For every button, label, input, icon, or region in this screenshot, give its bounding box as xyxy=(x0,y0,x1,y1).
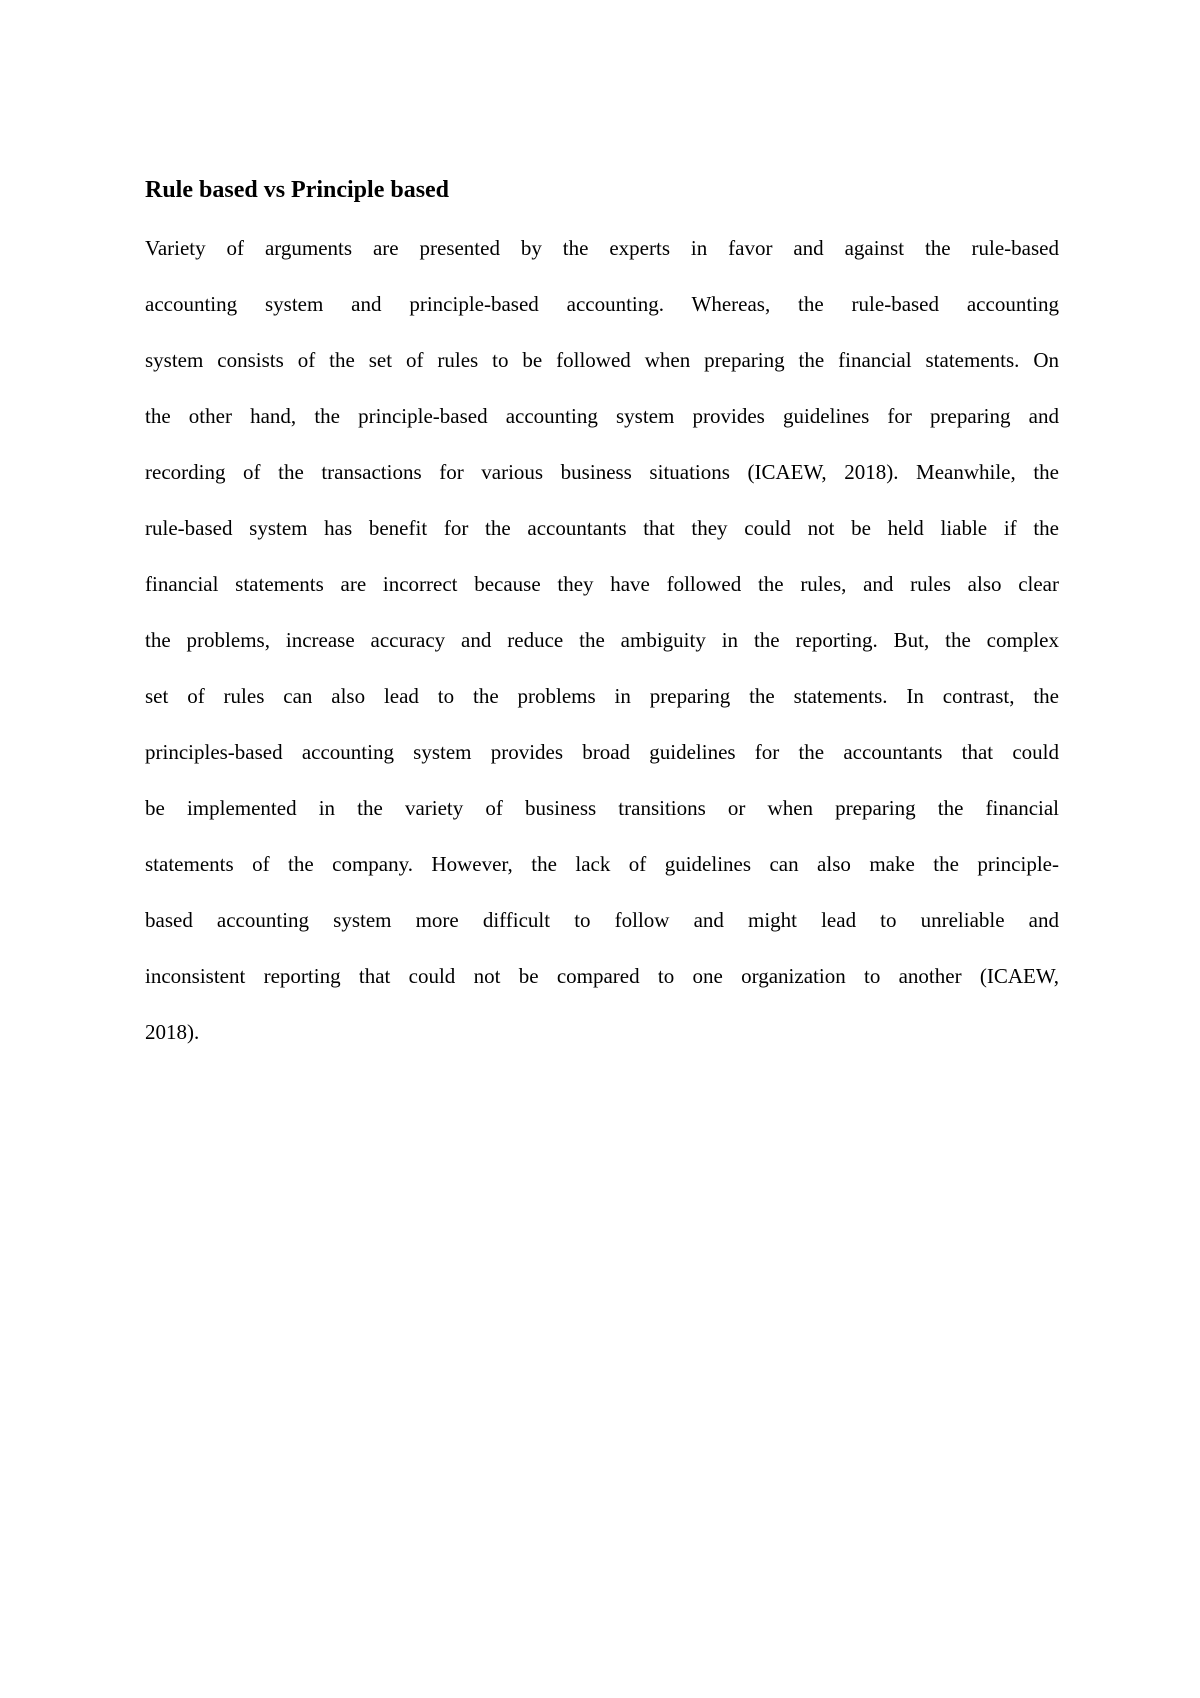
paragraph-line: be implemented in the variety of business transitions or when preparing the financial xyxy=(145,796,1059,820)
paragraph-line: based accounting system more difficult to follow and might lead to unreliable and xyxy=(145,908,1059,932)
paragraph-line: financial statements are incorrect because they have followed the rules, and rules also clear xyxy=(145,572,1059,596)
paragraph-line: the other hand, the principle-based accounting system provides guidelines for preparing and xyxy=(145,404,1059,428)
paragraph-line: statements of the company. However, the lack of guidelines can also make the principle- xyxy=(145,852,1059,876)
paragraph-line: the problems, increase accuracy and reduce the ambiguity in the reporting. But, the complex xyxy=(145,628,1059,652)
paragraph-line: accounting system and principle-based accounting. Whereas, the rule-based accounting xyxy=(145,292,1059,316)
paragraph-line: system consists of the set of rules to be followed when preparing the financial statements. On xyxy=(145,348,1059,372)
paragraph-line: inconsistent reporting that could not be compared to one organization to another (ICAEW, xyxy=(145,964,1059,988)
section-heading: Rule based vs Principle based xyxy=(145,177,450,203)
paragraph-line: Variety of arguments are presented by the experts in favor and against the rule-based xyxy=(145,236,1059,260)
body-paragraph xyxy=(145,234,1059,1074)
paragraph-line: 2018). xyxy=(145,1020,200,1044)
paragraph-line: principles-based accounting system provides broad guidelines for the accountants that could xyxy=(145,740,1059,764)
paragraph-line: recording of the transactions for various business situations (ICAEW, 2018). Meanwhile, the xyxy=(145,460,1059,484)
paragraph-line: set of rules can also lead to the problems in preparing the statements. In contrast, the xyxy=(145,684,1059,708)
paragraph-line: rule-based system has benefit for the accountants that they could not be held liable if the xyxy=(145,516,1059,540)
